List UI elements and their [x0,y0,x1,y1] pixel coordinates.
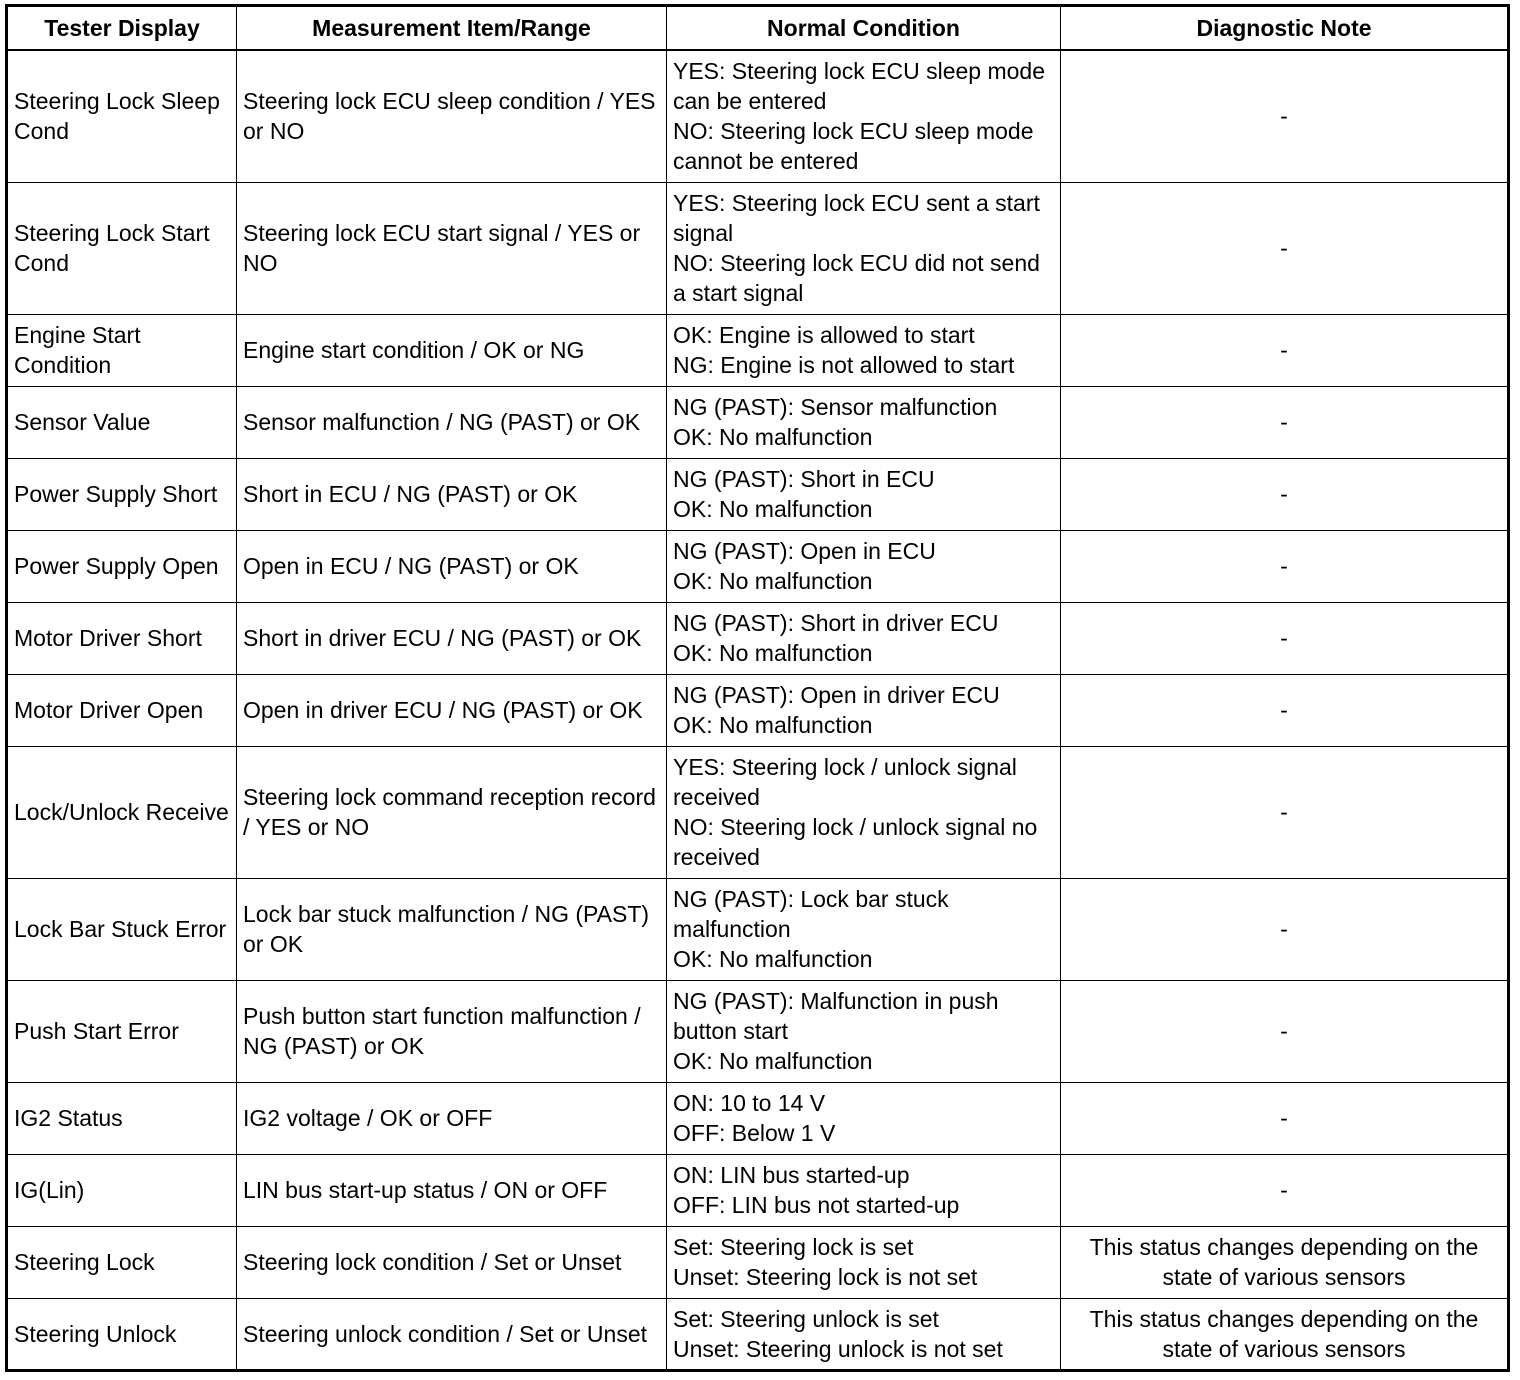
diagnostic-note-cell: This status changes depending on the state of various sensors [1061,1226,1509,1298]
condition-line: NG (PAST): Short in ECU [673,466,935,492]
table-row [7,314,1509,386]
condition-line: OFF: Below 1 V [673,1120,836,1146]
header-row [7,6,1509,51]
diagnostic-note-cell: - [1061,530,1509,602]
diagnostic-note-cell: - [1061,746,1509,878]
measurement-cell: Short in driver ECU / NG (PAST) or OK [237,602,667,674]
condition-line: OK: Engine is allowed to start [673,322,975,348]
measurement-cell: Steering lock ECU start signal / YES or NO [237,182,667,314]
condition-line: NO: Steering lock ECU sleep mode cannot be entered [673,118,1034,175]
condition-line: YES: Steering lock / unlock signal received [673,754,1017,810]
normal-condition-cell [667,458,1061,530]
normal-condition-cell [667,50,1061,182]
data-list-table [5,4,1510,1372]
table-row [7,530,1509,602]
diagnostic-note-cell: - [1061,980,1509,1082]
condition-line: Unset: Steering lock is not set [673,1264,978,1290]
measurement-cell: Push button start function malfunction / NG (PAST) or OK [237,980,667,1082]
condition-line: NG (PAST): Sensor malfunction [673,394,998,420]
condition-line: Unset: Steering unlock is not set [673,1335,1003,1362]
measurement-cell: Short in ECU / NG (PAST) or OK [237,458,667,530]
condition-line: Set: Steering lock is set [673,1234,914,1260]
table-row [7,1226,1509,1298]
measurement-cell: Steering lock ECU sleep condition / YES or NO [237,50,667,182]
normal-condition-cell [667,980,1061,1082]
condition-line: NO: Steering lock / unlock signal no received [673,814,1038,870]
table-row [7,1082,1509,1154]
tester-display-cell: Lock Bar Stuck Error [7,878,237,980]
measurement-cell: Steering lock condition / Set or Unset [237,1226,667,1298]
normal-condition-cell [667,1082,1061,1154]
table-row [7,878,1509,980]
header-diagnostic-note: Diagnostic Note [1061,6,1509,51]
table-header [7,6,1509,51]
condition-line: NG (PAST): Lock bar stuck malfunction [673,886,949,942]
tester-display-cell: IG(Lin) [7,1154,237,1226]
table-row [7,674,1509,746]
condition-line: OK: No malfunction [673,946,873,972]
condition-line: Set: Steering unlock is set [673,1305,939,1332]
diagnostic-note-cell: - [1061,602,1509,674]
tester-display-cell: Steering Unlock [7,1298,237,1370]
table-row [7,746,1509,878]
condition-line: OFF: LIN bus not started-up [673,1192,960,1218]
normal-condition-cell [667,602,1061,674]
normal-condition-cell [667,530,1061,602]
table-row [7,182,1509,314]
normal-condition-cell [667,386,1061,458]
measurement-cell: LIN bus start-up status / ON or OFF [237,1154,667,1226]
diagnostic-note-cell: - [1061,674,1509,746]
table-row [7,602,1509,674]
condition-line: NG (PAST): Open in ECU [673,538,936,564]
tester-display-cell: Motor Driver Open [7,674,237,746]
normal-condition-cell [667,878,1061,980]
table-row [7,50,1509,182]
table-row [7,1154,1509,1226]
normal-condition-cell [667,314,1061,386]
tester-display-cell: Steering Lock Sleep Cond [7,50,237,182]
diagnostic-note-cell: - [1061,458,1509,530]
tester-display-cell: Steering Lock [7,1226,237,1298]
condition-line: ON: LIN bus started-up [673,1162,910,1188]
tester-display-cell: Steering Lock Start Cond [7,182,237,314]
header-normal-condition: Normal Condition [667,6,1061,51]
normal-condition-cell [667,674,1061,746]
condition-line: NG (PAST): Short in driver ECU [673,610,999,636]
tester-display-cell: Sensor Value [7,386,237,458]
normal-condition-cell [667,1154,1061,1226]
normal-condition-cell [667,1226,1061,1298]
condition-line: NG (PAST): Malfunction in push button start [673,988,999,1044]
header-tester-display: Tester Display [7,6,237,51]
measurement-cell: Open in driver ECU / NG (PAST) or OK [237,674,667,746]
measurement-cell: Steering unlock condition / Set or Unset [237,1298,667,1370]
diagnostic-note-cell: - [1061,1154,1509,1226]
diagnostic-note-cell: - [1061,878,1509,980]
condition-line: YES: Steering lock ECU sleep mode can be entered [673,58,1046,115]
diagnostic-note-cell: This status changes depending on the state of various sensors [1061,1298,1509,1370]
diagnostic-note-cell: - [1061,50,1509,182]
measurement-cell: IG2 voltage / OK or OFF [237,1082,667,1154]
table-row [7,458,1509,530]
measurement-cell: Engine start condition / OK or NG [237,314,667,386]
condition-line: OK: No malfunction [673,640,873,666]
table-row [7,1298,1509,1370]
condition-line: NO: Steering lock ECU did not send a start signal [673,250,1040,306]
diagnostic-note-cell: - [1061,182,1509,314]
measurement-cell: Lock bar stuck malfunction / NG (PAST) or OK [237,878,667,980]
tester-display-cell: Motor Driver Short [7,602,237,674]
tester-display-cell: Push Start Error [7,980,237,1082]
diagnostic-note-cell: - [1061,386,1509,458]
tester-display-cell: Lock/Unlock Receive [7,746,237,878]
tester-display-cell: Power Supply Open [7,530,237,602]
measurement-cell: Open in ECU / NG (PAST) or OK [237,530,667,602]
measurement-cell: Steering lock command reception record / YES or NO [237,746,667,878]
tester-display-cell: Engine Start Condition [7,314,237,386]
header-measurement-item-range: Measurement Item/Range [237,6,667,51]
table-row [7,386,1509,458]
normal-condition-cell [667,746,1061,878]
condition-line: NG: Engine is not allowed to start [673,352,1015,378]
table-row [7,980,1509,1082]
normal-condition-cell [667,182,1061,314]
tester-display-cell: IG2 Status [7,1082,237,1154]
condition-line: OK: No malfunction [673,1048,873,1074]
diagnostic-note-cell: - [1061,1082,1509,1154]
condition-line: OK: No malfunction [673,712,873,738]
condition-line: YES: Steering lock ECU sent a start signal [673,190,1040,246]
condition-line: OK: No malfunction [673,424,873,450]
tester-display-cell: Power Supply Short [7,458,237,530]
normal-condition-cell [667,1298,1061,1370]
condition-line: ON: 10 to 14 V [673,1090,826,1116]
diagnostic-note-cell: - [1061,314,1509,386]
condition-line: OK: No malfunction [673,568,873,594]
table-body [7,50,1509,1370]
measurement-cell: Sensor malfunction / NG (PAST) or OK [237,386,667,458]
condition-line: OK: No malfunction [673,496,873,522]
condition-line: NG (PAST): Open in driver ECU [673,682,1000,708]
